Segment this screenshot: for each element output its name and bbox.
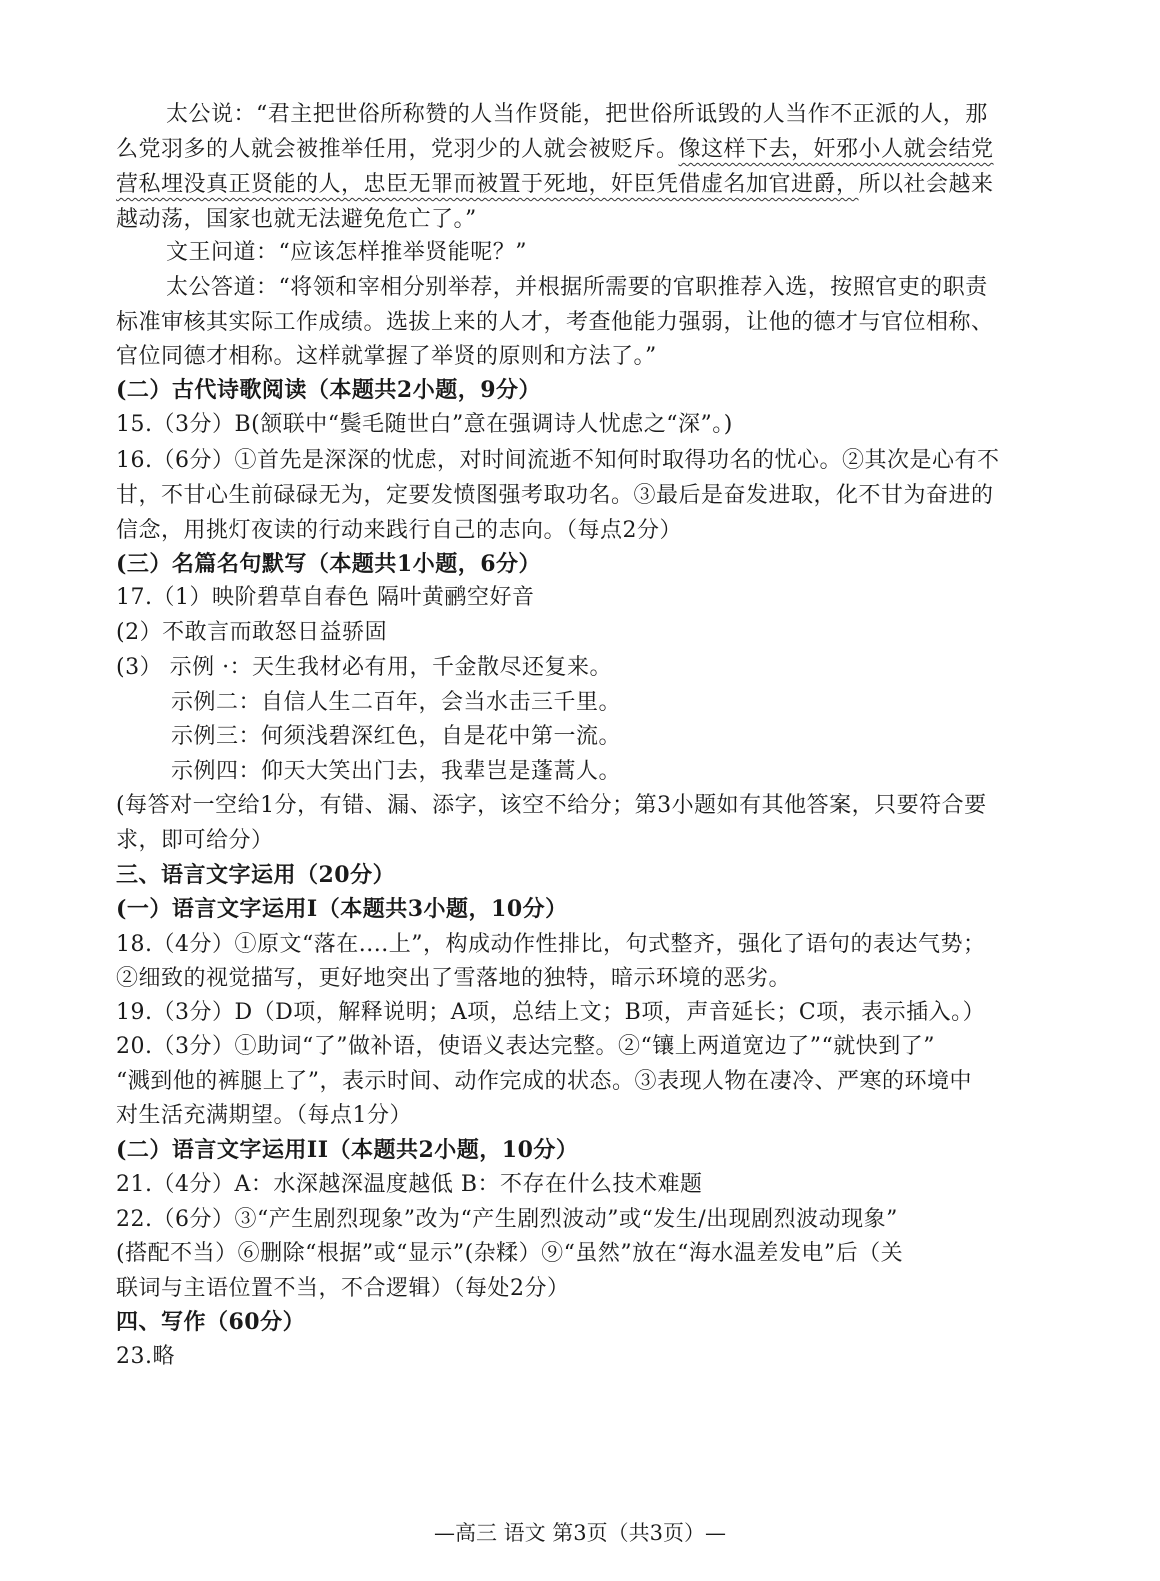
translation-line: 么党羽多的人就会被推举任用，党羽少的人就会被贬斥。像这样下去，奸邪小人就会结党 — [116, 137, 994, 162]
answer-line: 15.（3分）B(颔联中“鬓毛随世白”意在强调诗人忧虑之“深”。) — [116, 412, 733, 437]
answer-line: 18.（4分）①原文“落在....上”，构成动作性排比，句式整齐，强化了语句的表达气势； — [116, 932, 986, 957]
answer-line: 示例四：仰天大笑出门去，我辈岂是蓬蒿人。 — [171, 759, 622, 784]
answer-line: ②细致的视觉描写，更好地突出了雪落地的独特，暗示环境的恶劣。 — [116, 966, 792, 991]
translation-line: 太公说：“君主把世俗所称赞的人当作贤能，把世俗所诋毁的人当作不正派的人，那 — [166, 102, 988, 127]
answer-line: (搭配不当）⑥删除“根据”或“显示”(杂糅）⑨“虽然”放在“海水温差发电”后（关 — [116, 1241, 904, 1266]
section-heading: (二）语言文字运用II（本题共2小题，10分） — [116, 1137, 579, 1163]
section-heading: 三、语言文字运用（20分） — [116, 862, 396, 888]
wavy-underlined-text: 营私埋没真正贤能的人，忠臣无罪而被置于死地，奸臣凭借虚名加官进爵， — [116, 172, 859, 197]
translation-line: 文王问道：“应该怎样推举贤能呢？” — [166, 240, 527, 265]
page-footer: —高三 语文 第3页（共3页）— — [433, 1521, 727, 1545]
translation-line: 标准审核其实际工作成绩。选拔上来的人才，考查他能力强弱，让他的德才与官位相称、 — [116, 310, 994, 335]
answer-line: 22.（6分）③“产生剧烈现象”改为“产生剧烈波动”或“发生/出现剧烈波动现象” — [116, 1207, 898, 1232]
answer-line: 19.（3分）D（D项，解释说明；A项，总结上文；B项，声音延长；C项，表示插入。） — [116, 1000, 986, 1025]
translation-line: 太公答道：“将领和宰相分别举荐，并根据所需要的官职推荐入选，按照官吏的职责 — [166, 275, 988, 300]
answer-line: 信念，用挑灯夜读的行动来践行自己的志向。（每点2分） — [116, 518, 682, 543]
answer-line: 20.（3分）①助词“了”做补语，使语义表达完整。②“镶上两道宽边了”“就快到了” — [116, 1034, 935, 1059]
answer-line: 示例三：何须浅碧深红色，自是花中第一流。 — [171, 724, 622, 749]
answer-line: (2）不敢言而敢怒日益骄固 — [116, 620, 388, 645]
answer-line: 16.（6分）①首先是深深的忧虑，对时间流逝不知何时取得功名的忧心。②其次是心有不 — [116, 448, 1000, 473]
section-heading: (一）语言文字运用I（本题共3小题，10分） — [116, 896, 568, 922]
answer-line: 23.略 — [116, 1344, 175, 1369]
translation-line: 营私埋没真正贤能的人，忠臣无罪而被置于死地，奸臣凭借虚名加官进爵，所以社会越来 — [116, 172, 994, 197]
translation-line: 官位同德才相称。这样就掌握了举贤的原则和方法了。” — [116, 344, 657, 369]
answer-line: 对生活充满期望。（每点1分） — [116, 1103, 412, 1128]
section-heading: (三）名篇名句默写（本题共1小题，6分） — [116, 551, 542, 577]
wavy-underlined-text: 像这样下去，奸邪小人就会结党 — [678, 137, 994, 162]
section-heading: 四、写作（60分） — [116, 1309, 306, 1335]
answer-line: 17.（1）映阶碧草自春色 隔叶黄鹂空好音 — [116, 585, 535, 610]
answer-line: 联词与主语位置不当，不合逻辑）（每处2分） — [116, 1276, 570, 1301]
scoring-note: 求，即可给分） — [116, 828, 274, 853]
answer-line: 示例二：自信人生二百年，会当水击三千里。 — [171, 690, 622, 715]
answer-line: 21.（4分）A：水深越深温度越低 B：不存在什么技术难题 — [116, 1172, 703, 1197]
answer-line: (3） 示例 ·：天生我材必有用，千金散尽还复来。 — [116, 655, 613, 680]
translation-line: 越动荡，国家也就无法避免危亡了。” — [116, 207, 477, 232]
answer-line: 甘，不甘心生前碌碌无为，定要发愤图强考取功名。③最后是奋发进取，化不甘为奋进的 — [116, 483, 994, 508]
scoring-note: (每答对一空给1分，有错、漏、添字，该空不给分；第3小题如有其他答案，只要符合要 — [116, 793, 987, 818]
answer-line: “溅到他的裤腿上了”，表示时间、动作完成的状态。③表现人物在凄冷、严寒的环境中 — [116, 1069, 972, 1094]
section-heading: (二）古代诗歌阅读（本题共2小题，9分） — [116, 377, 542, 403]
